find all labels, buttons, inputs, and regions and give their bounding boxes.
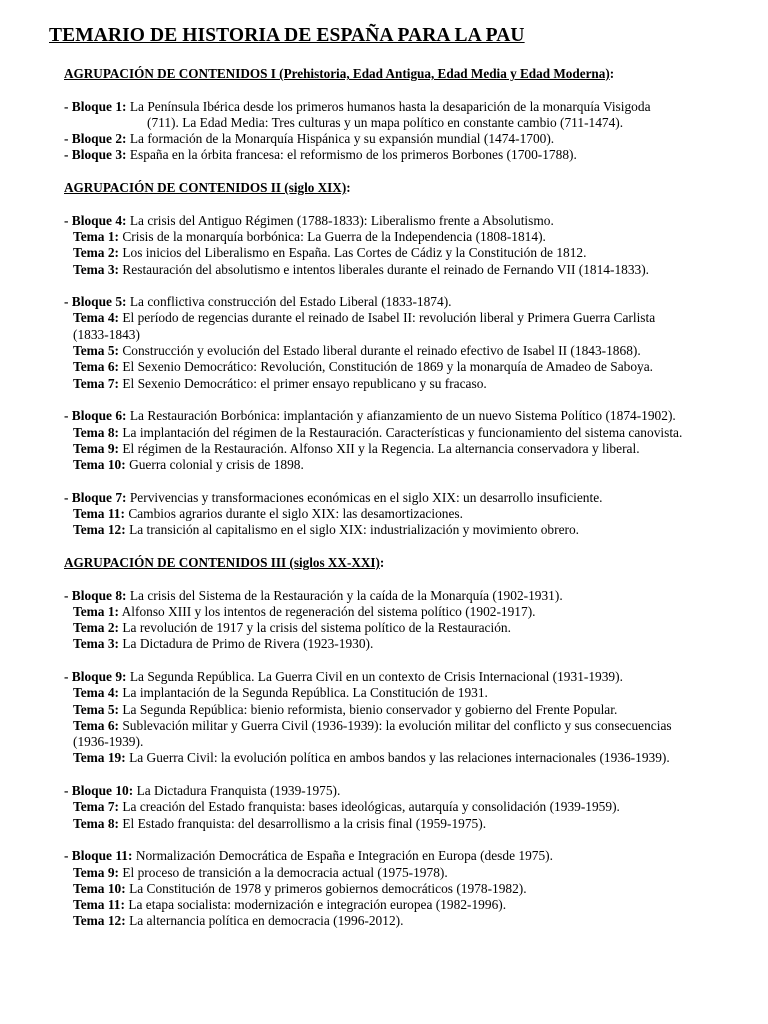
- section-heading-colon: :: [346, 180, 351, 196]
- tema-item: [64, 441, 720, 457]
- section-heading-text: AGRUPACIÓN DE CONTENIDOS I (Prehistoria, Edad Antigua, Edad Media y Edad Moderna): [64, 66, 610, 81]
- bloque-1: [64, 99, 720, 132]
- tema-label: Tema 1:: [73, 228, 119, 244]
- tema-text: El proceso de transición a la democracia actual (1975-1978).: [122, 864, 448, 880]
- section-heading: [64, 180, 720, 196]
- tema-text: La Segunda República: bienio reformista, bienio conservador y gobierno del Frente Popular.: [122, 701, 618, 717]
- section-heading-text: AGRUPACIÓN DE CONTENIDOS II (siglo XIX): [64, 180, 347, 196]
- bloque-3: [64, 147, 720, 163]
- tema-label: Tema 1:: [73, 603, 119, 619]
- section-heading: [64, 555, 720, 571]
- tema-text: Crisis de la monarquía borbónica: La Guerra de la Independencia (1808-1814).: [122, 228, 546, 244]
- tema-label: Tema 4:: [73, 310, 119, 326]
- tema-label: Tema 4:: [73, 685, 119, 701]
- tema-text-continuation: (1833-1843): [73, 326, 140, 342]
- bloque-label: - Bloque 9:: [64, 668, 127, 684]
- bloque-group: [64, 669, 720, 767]
- bloque-group: [64, 99, 720, 164]
- tema-label: Tema 9:: [73, 440, 119, 456]
- tema-item: [64, 620, 720, 636]
- bloque-8: [64, 588, 720, 604]
- bloque-label: - Bloque 8:: [64, 587, 127, 603]
- tema-text: La transición al capitalismo en el siglo XIX: industrialización y movimiento obrero.: [129, 522, 580, 538]
- tema-text: La alternancia política en democracia (1996-2012).: [129, 913, 404, 929]
- bloque-4: [64, 213, 720, 229]
- tema-item: [64, 913, 720, 929]
- tema-label: Tema 7:: [73, 375, 119, 391]
- tema-item: [64, 457, 720, 473]
- bloque-group: [64, 848, 720, 929]
- bloque-text: España en la órbita francesa: el reformismo de los primeros Borbones (1700-1788).: [129, 147, 577, 163]
- tema-text: La implantación del régimen de la Restauración. Características y funcionamiento del sistema canovista.: [122, 424, 683, 440]
- tema-label: Tema 10:: [73, 880, 126, 896]
- bloque-label: - Bloque 6:: [64, 408, 127, 424]
- section-2: [64, 180, 720, 539]
- tema-label: Tema 5:: [73, 701, 119, 717]
- tema-item: [64, 685, 720, 701]
- tema-item: [64, 522, 720, 538]
- bloque-text: La crisis del Sistema de la Restauración y la caída de la Monarquía (1902-1931).: [129, 587, 563, 603]
- document-body: [64, 66, 720, 946]
- bloque-text: La Península Ibérica desde los primeros humanos hasta la desaparición de la monarquía Visigoda: [129, 98, 651, 114]
- bloque-label: - Bloque 2:: [64, 131, 127, 147]
- bloque-text: La formación de la Monarquía Hispánica y su expansión mundial (1474-1700).: [129, 131, 555, 147]
- tema-text: La Guerra Civil: la evolución política en ambos bandos y las relaciones internacionales (1936-1939).: [129, 750, 670, 766]
- tema-label: Tema 8:: [73, 424, 119, 440]
- tema-item: [64, 702, 720, 718]
- bloque-label: - Bloque 7:: [64, 489, 127, 505]
- tema-text: La Dictadura de Primo de Rivera (1923-1930).: [122, 636, 374, 652]
- bloque-text: La conflictiva construcción del Estado Liberal (1833-1874).: [129, 294, 452, 310]
- bloque-group: [64, 783, 720, 832]
- tema-text: La revolución de 1917 y la crisis del sistema político de la Restauración.: [122, 620, 511, 636]
- tema-label: Tema 3:: [73, 261, 119, 277]
- bloque-group: [64, 408, 720, 473]
- bloque-6: [64, 408, 720, 424]
- tema-text: La implantación de la Segunda República. La Constitución de 1931.: [122, 685, 488, 701]
- tema-label: Tema 5:: [73, 343, 119, 359]
- bloque-text: Normalización Democrática de España e Integración en Europa (desde 1975).: [135, 848, 553, 864]
- tema-label: Tema 3:: [73, 636, 119, 652]
- bloque-11: [64, 848, 720, 864]
- section-heading: [64, 66, 720, 82]
- bloque-text: Pervivencias y transformaciones económicas en el siglo XIX: un desarrollo insuficiente.: [129, 489, 603, 505]
- tema-text: El Sexenio Democrático: Revolución, Constitución de 1869 y la monarquía de Amadeo de Saboya.: [122, 359, 654, 375]
- tema-text: Construcción y evolución del Estado liberal durante el reinado efectivo de Isabel II (1843-1868).: [122, 343, 641, 359]
- tema-label: Tema 11:: [73, 897, 125, 913]
- bloque-7: [64, 490, 720, 506]
- tema-label: Tema 7:: [73, 799, 119, 815]
- tema-item: [64, 750, 720, 766]
- bloque-group: [64, 588, 720, 653]
- tema-item: [64, 310, 720, 343]
- tema-label: Tema 8:: [73, 815, 119, 831]
- tema-text: El período de regencias durante el reinado de Isabel II: revolución liberal y Primera Guerra Carlista: [122, 310, 656, 326]
- tema-item: [64, 636, 720, 652]
- bloque-text: La Segunda República. La Guerra Civil en un contexto de Crisis Internacional (1931-1939).: [129, 668, 623, 684]
- tema-item: [64, 359, 720, 375]
- bloque-label: - Bloque 4:: [64, 212, 127, 228]
- bloque-group: [64, 213, 720, 278]
- tema-item: [64, 376, 720, 392]
- bloque-group: [64, 294, 720, 392]
- tema-text: El Sexenio Democrático: el primer ensayo republicano y su fracaso.: [122, 375, 487, 391]
- tema-text: Guerra colonial y crisis de 1898.: [129, 457, 304, 473]
- section-1: [64, 66, 720, 164]
- tema-text: La Constitución de 1978 y primeros gobiernos democráticos (1978-1982).: [129, 880, 527, 896]
- section-heading-colon: :: [379, 554, 385, 570]
- section-heading-colon: :: [609, 66, 615, 81]
- bloque-5: [64, 294, 720, 310]
- bloque-text: La Restauración Borbónica: implantación y afianzamiento de un nuevo Sistema Político (1874-1902).: [129, 408, 676, 424]
- tema-label: Tema 9:: [73, 864, 119, 880]
- tema-item: [64, 718, 720, 751]
- tema-item: [64, 425, 720, 441]
- tema-text: Los inicios del Liberalismo en España. Las Cortes de Cádiz y la Constitución de 1812.: [122, 245, 587, 261]
- tema-text: La creación del Estado franquista: bases ideológicas, autarquía y consolidación (1939-1959).: [122, 799, 620, 815]
- tema-label: Tema 12:: [73, 522, 126, 538]
- bloque-group: [64, 490, 720, 539]
- tema-label: Tema 11:: [73, 506, 125, 522]
- tema-text: El Estado franquista: del desarrollismo a la crisis final (1959-1975).: [122, 815, 487, 831]
- bloque-text-continuation: (711). La Edad Media: Tres culturas y un mapa político en constante cambio (711-1474).: [147, 114, 624, 130]
- tema-item: [64, 816, 720, 832]
- bloque-label: - Bloque 1:: [64, 98, 127, 114]
- tema-label: Tema 2:: [73, 620, 119, 636]
- bloque-text: La Dictadura Franquista (1939-1975).: [136, 783, 341, 799]
- tema-label: Tema 2:: [73, 245, 119, 261]
- tema-text: Alfonso XIII y los intentos de regeneración del sistema político (1902-1917).: [121, 603, 536, 619]
- tema-item: [64, 245, 720, 261]
- tema-item: [64, 799, 720, 815]
- bloque-label: - Bloque 10:: [64, 783, 134, 799]
- tema-text: Sublevación militar y Guerra Civil (1936-1939): la evolución militar del conflicto y sus consecuencias: [122, 717, 672, 733]
- tema-item: [64, 262, 720, 278]
- tema-item: [64, 881, 720, 897]
- tema-label: Tema 12:: [73, 913, 126, 929]
- section-3: [64, 555, 720, 930]
- tema-label: Tema 6:: [73, 717, 119, 733]
- bloque-label: - Bloque 5:: [64, 294, 127, 310]
- tema-item: [64, 506, 720, 522]
- bloque-9: [64, 669, 720, 685]
- tema-item: [64, 897, 720, 913]
- tema-text: Restauración del absolutismo e intentos liberales durante el reinado de Fernando VII (1814-1833).: [122, 261, 650, 277]
- tema-item: [64, 343, 720, 359]
- tema-text: El régimen de la Restauración. Alfonso XII y la Regencia. La alternancia conservadora y liberal.: [122, 440, 640, 456]
- tema-text: La etapa socialista: modernización e integración europea (1982-1996).: [128, 897, 507, 913]
- bloque-label: - Bloque 3:: [64, 147, 127, 163]
- tema-label: Tema 10:: [73, 457, 126, 473]
- tema-item: [64, 604, 720, 620]
- tema-label: Tema 19:: [73, 750, 126, 766]
- tema-item: [64, 865, 720, 881]
- section-heading-text: AGRUPACIÓN DE CONTENIDOS III (siglos XX-XXI): [64, 554, 380, 570]
- bloque-label: - Bloque 11:: [64, 848, 133, 864]
- tema-text: Cambios agrarios durante el siglo XIX: las desamortizaciones.: [128, 506, 463, 522]
- tema-label: Tema 6:: [73, 359, 119, 375]
- bloque-2: [64, 131, 720, 147]
- document-title: TEMARIO DE HISTORIA DE ESPAÑA PARA LA PAU: [49, 25, 525, 46]
- bloque-10: [64, 783, 720, 799]
- tema-text-continuation: (1936-1939).: [73, 734, 144, 750]
- bloque-text: La crisis del Antiguo Régimen (1788-1833): Liberalismo frente a Absolutismo.: [129, 212, 554, 228]
- tema-item: [64, 229, 720, 245]
